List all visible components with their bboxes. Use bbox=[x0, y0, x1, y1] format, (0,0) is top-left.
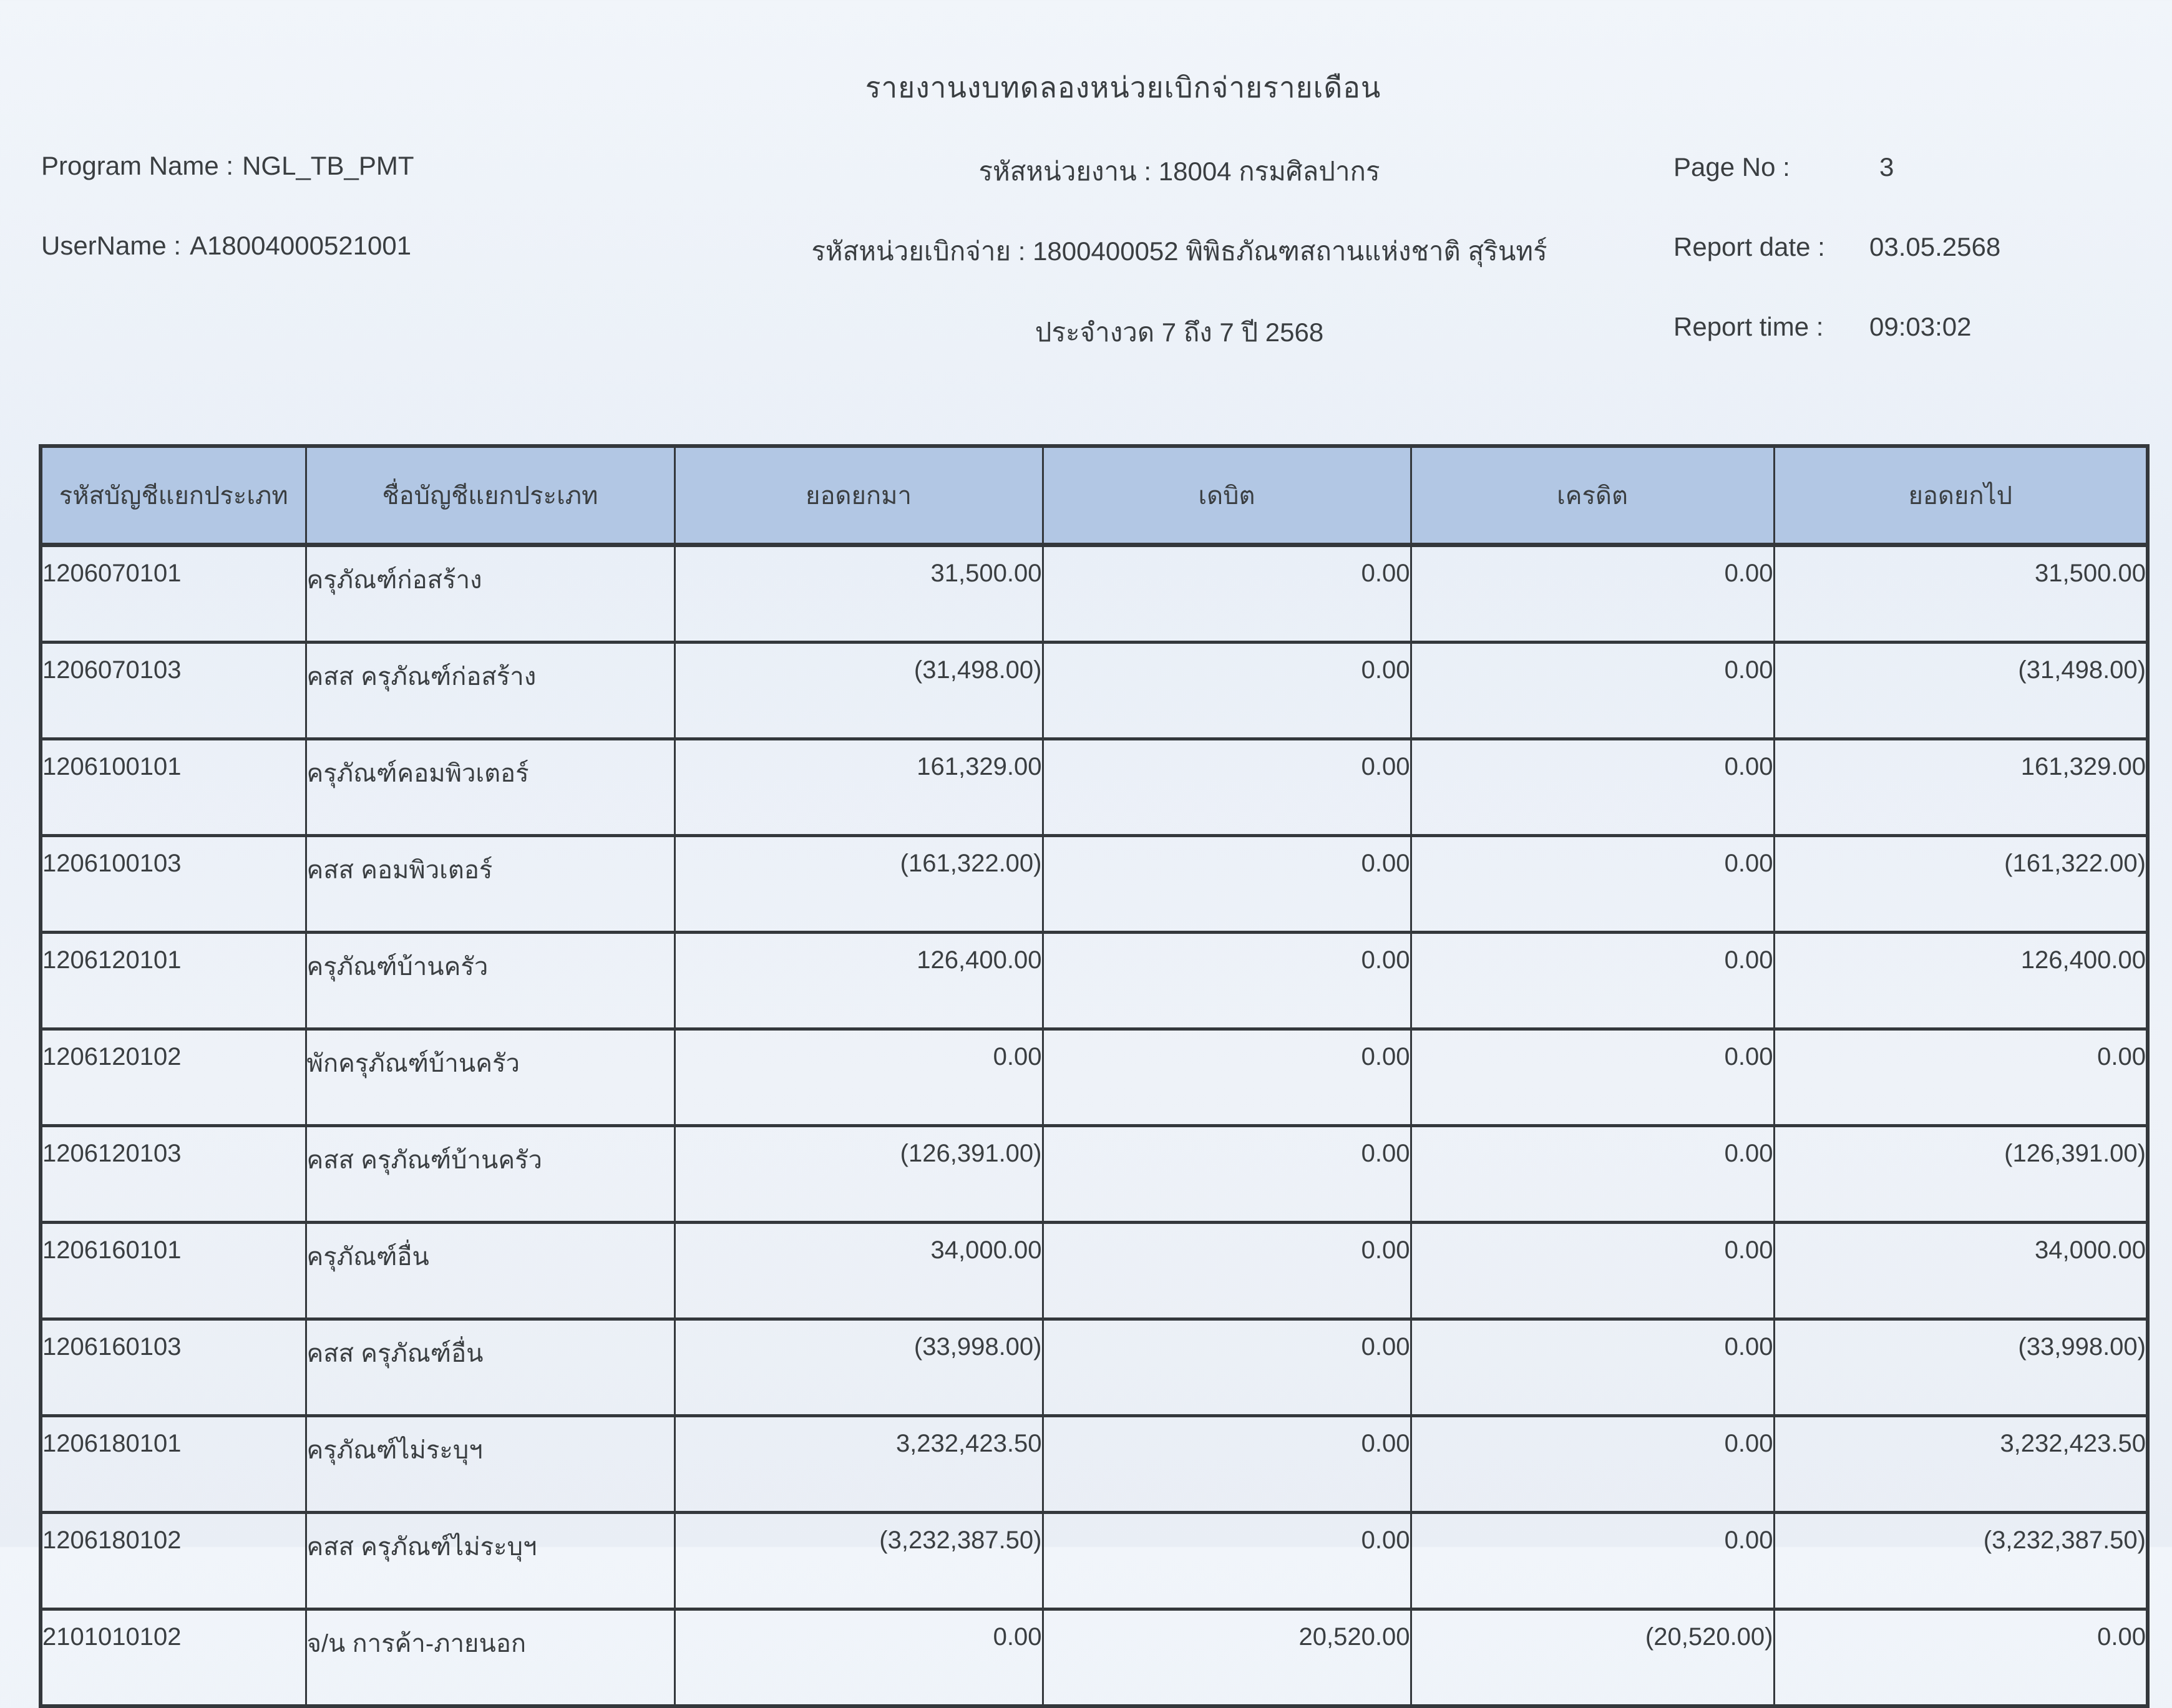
program-name-line bbox=[41, 151, 414, 181]
opening-balance-cell: 31,500.00 bbox=[674, 545, 1043, 643]
program-name-label: Program Name : bbox=[41, 151, 234, 180]
page-title: รายงานงบทดลองหน่วยเบิกจ่ายรายเดือน bbox=[865, 71, 1381, 104]
table-row bbox=[41, 739, 2148, 836]
closing-balance-cell: 161,329.00 bbox=[1774, 739, 2148, 836]
closing-balance-cell: (3,232,387.50) bbox=[1774, 1513, 2148, 1609]
closing-balance-cell: (33,998.00) bbox=[1774, 1319, 2148, 1416]
account-code-cell: 1206070101 bbox=[41, 545, 306, 643]
opening-balance-cell: 126,400.00 bbox=[674, 933, 1043, 1029]
debit-cell: 0.00 bbox=[1043, 933, 1411, 1029]
opening-balance-cell: 3,232,423.50 bbox=[674, 1416, 1043, 1513]
closing-balance-cell: (161,322.00) bbox=[1774, 836, 2148, 933]
table-row bbox=[41, 1223, 2148, 1319]
account-name-cell: จ/น การค้า-ภายนอก bbox=[306, 1609, 674, 1707]
account-name-cell: ครุภัณฑ์บ้านครัว bbox=[306, 933, 674, 1029]
closing-balance-cell: 0.00 bbox=[1774, 1609, 2148, 1707]
opening-balance-cell: (161,322.00) bbox=[674, 836, 1043, 933]
report-date-value: 03.05.2568 bbox=[1869, 232, 2001, 261]
account-name-cell: คสส คอมพิวเตอร์ bbox=[306, 836, 674, 933]
period-line: ประจำงวด 7 ถึง 7 ปี 2568 bbox=[1035, 318, 1324, 347]
report-date-label: Report date : bbox=[1673, 232, 1825, 261]
debit-cell: 0.00 bbox=[1043, 1513, 1411, 1609]
debit-cell: 0.00 bbox=[1043, 739, 1411, 836]
account-code-cell: 1206160103 bbox=[41, 1319, 306, 1416]
credit-cell: 0.00 bbox=[1411, 739, 1774, 836]
opening-balance-cell: 161,329.00 bbox=[674, 739, 1043, 836]
disbursement-unit-line: รหัสหน่วยเบิกจ่าย : 1800400052 พิพิธภัณฑสถานแห่งชาติ สุรินทร์ bbox=[811, 236, 1547, 266]
report-time-value: 09:03:02 bbox=[1869, 312, 1972, 341]
column-header-2: ยอดยกมา bbox=[674, 446, 1043, 545]
closing-balance-cell: 34,000.00 bbox=[1774, 1223, 2148, 1319]
account-name-cell: ครุภัณฑ์ไม่ระบุฯ bbox=[306, 1416, 674, 1513]
credit-cell: 0.00 bbox=[1411, 1319, 1774, 1416]
program-name-value: NGL_TB_PMT bbox=[242, 151, 414, 180]
table-header-row bbox=[41, 446, 2148, 545]
table-row bbox=[41, 836, 2148, 933]
opening-balance-cell: 34,000.00 bbox=[674, 1223, 1043, 1319]
agency-line: รหัสหน่วยงาน : 18004 กรมศิลปากร bbox=[978, 157, 1380, 186]
credit-cell: 0.00 bbox=[1411, 1223, 1774, 1319]
credit-cell: 0.00 bbox=[1411, 1126, 1774, 1223]
credit-cell: 0.00 bbox=[1411, 933, 1774, 1029]
closing-balance-cell: 31,500.00 bbox=[1774, 545, 2148, 643]
opening-balance-cell: 0.00 bbox=[674, 1609, 1043, 1707]
column-header-1: ชื่อบัญชีแยกประเภท bbox=[306, 446, 674, 545]
table-row bbox=[41, 1319, 2148, 1416]
account-name-cell: ครุภัณฑ์คอมพิวเตอร์ bbox=[306, 739, 674, 836]
username-value: A18004000521001 bbox=[190, 231, 412, 260]
account-name-cell: คสส ครุภัณฑ์อื่น bbox=[306, 1319, 674, 1416]
account-code-cell: 1206180102 bbox=[41, 1513, 306, 1609]
table-row bbox=[41, 1416, 2148, 1513]
account-name-cell: คสส ครุภัณฑ์ก่อสร้าง bbox=[306, 643, 674, 739]
debit-cell: 20,520.00 bbox=[1043, 1609, 1411, 1707]
column-header-3: เดบิต bbox=[1043, 446, 1411, 545]
opening-balance-cell: (126,391.00) bbox=[674, 1126, 1043, 1223]
debit-cell: 0.00 bbox=[1043, 1126, 1411, 1223]
trial-balance-table bbox=[39, 444, 2150, 1708]
account-name-cell: ครุภัณฑ์อื่น bbox=[306, 1223, 674, 1319]
debit-cell: 0.00 bbox=[1043, 1223, 1411, 1319]
account-name-cell: ครุภัณฑ์ก่อสร้าง bbox=[306, 545, 674, 643]
account-name-cell: คสส ครุภัณฑ์ไม่ระบุฯ bbox=[306, 1513, 674, 1609]
closing-balance-cell: (126,391.00) bbox=[1774, 1126, 2148, 1223]
opening-balance-cell: (3,232,387.50) bbox=[674, 1513, 1043, 1609]
credit-cell: 0.00 bbox=[1411, 1029, 1774, 1126]
account-code-cell: 1206100103 bbox=[41, 836, 306, 933]
account-code-cell: 1206070103 bbox=[41, 643, 306, 739]
account-name-cell: คสส ครุภัณฑ์บ้านครัว bbox=[306, 1126, 674, 1223]
table-row bbox=[41, 933, 2148, 1029]
account-code-cell: 1206120101 bbox=[41, 933, 306, 1029]
opening-balance-cell: (33,998.00) bbox=[674, 1319, 1043, 1416]
debit-cell: 0.00 bbox=[1043, 545, 1411, 643]
credit-cell: 0.00 bbox=[1411, 545, 1774, 643]
page-no-label: Page No : bbox=[1673, 152, 1790, 182]
table-row bbox=[41, 1029, 2148, 1126]
table-row bbox=[41, 643, 2148, 739]
report-time-label: Report time : bbox=[1673, 312, 1824, 341]
closing-balance-cell: (31,498.00) bbox=[1774, 643, 2148, 739]
table-row bbox=[41, 545, 2148, 643]
opening-balance-cell: (31,498.00) bbox=[674, 643, 1043, 739]
credit-cell: 0.00 bbox=[1411, 1416, 1774, 1513]
table-row bbox=[41, 1609, 2148, 1707]
opening-balance-cell: 0.00 bbox=[674, 1029, 1043, 1126]
closing-balance-cell: 0.00 bbox=[1774, 1029, 2148, 1126]
credit-cell: 0.00 bbox=[1411, 1513, 1774, 1609]
account-code-cell: 1206120103 bbox=[41, 1126, 306, 1223]
column-header-5: ยอดยกไป bbox=[1774, 446, 2148, 545]
debit-cell: 0.00 bbox=[1043, 1319, 1411, 1416]
column-header-0: รหัสบัญชีแยกประเภท bbox=[41, 446, 306, 545]
account-code-cell: 1206180101 bbox=[41, 1416, 306, 1513]
credit-cell: 0.00 bbox=[1411, 643, 1774, 739]
page-no-value: 3 bbox=[1879, 152, 1894, 182]
debit-cell: 0.00 bbox=[1043, 1416, 1411, 1513]
account-code-cell: 1206120102 bbox=[41, 1029, 306, 1126]
closing-balance-cell: 3,232,423.50 bbox=[1774, 1416, 2148, 1513]
username-line bbox=[41, 231, 411, 261]
debit-cell: 0.00 bbox=[1043, 643, 1411, 739]
account-name-cell: พักครุภัณฑ์บ้านครัว bbox=[306, 1029, 674, 1126]
account-code-cell: 1206160101 bbox=[41, 1223, 306, 1319]
debit-cell: 0.00 bbox=[1043, 836, 1411, 933]
table-row bbox=[41, 1126, 2148, 1223]
account-code-cell: 2101010102 bbox=[41, 1609, 306, 1707]
closing-balance-cell: 126,400.00 bbox=[1774, 933, 2148, 1029]
account-code-cell: 1206100101 bbox=[41, 739, 306, 836]
credit-cell: (20,520.00) bbox=[1411, 1609, 1774, 1707]
credit-cell: 0.00 bbox=[1411, 836, 1774, 933]
table-row bbox=[41, 1513, 2148, 1609]
column-header-4: เครดิต bbox=[1411, 446, 1774, 545]
debit-cell: 0.00 bbox=[1043, 1029, 1411, 1126]
username-label: UserName : bbox=[41, 231, 182, 260]
